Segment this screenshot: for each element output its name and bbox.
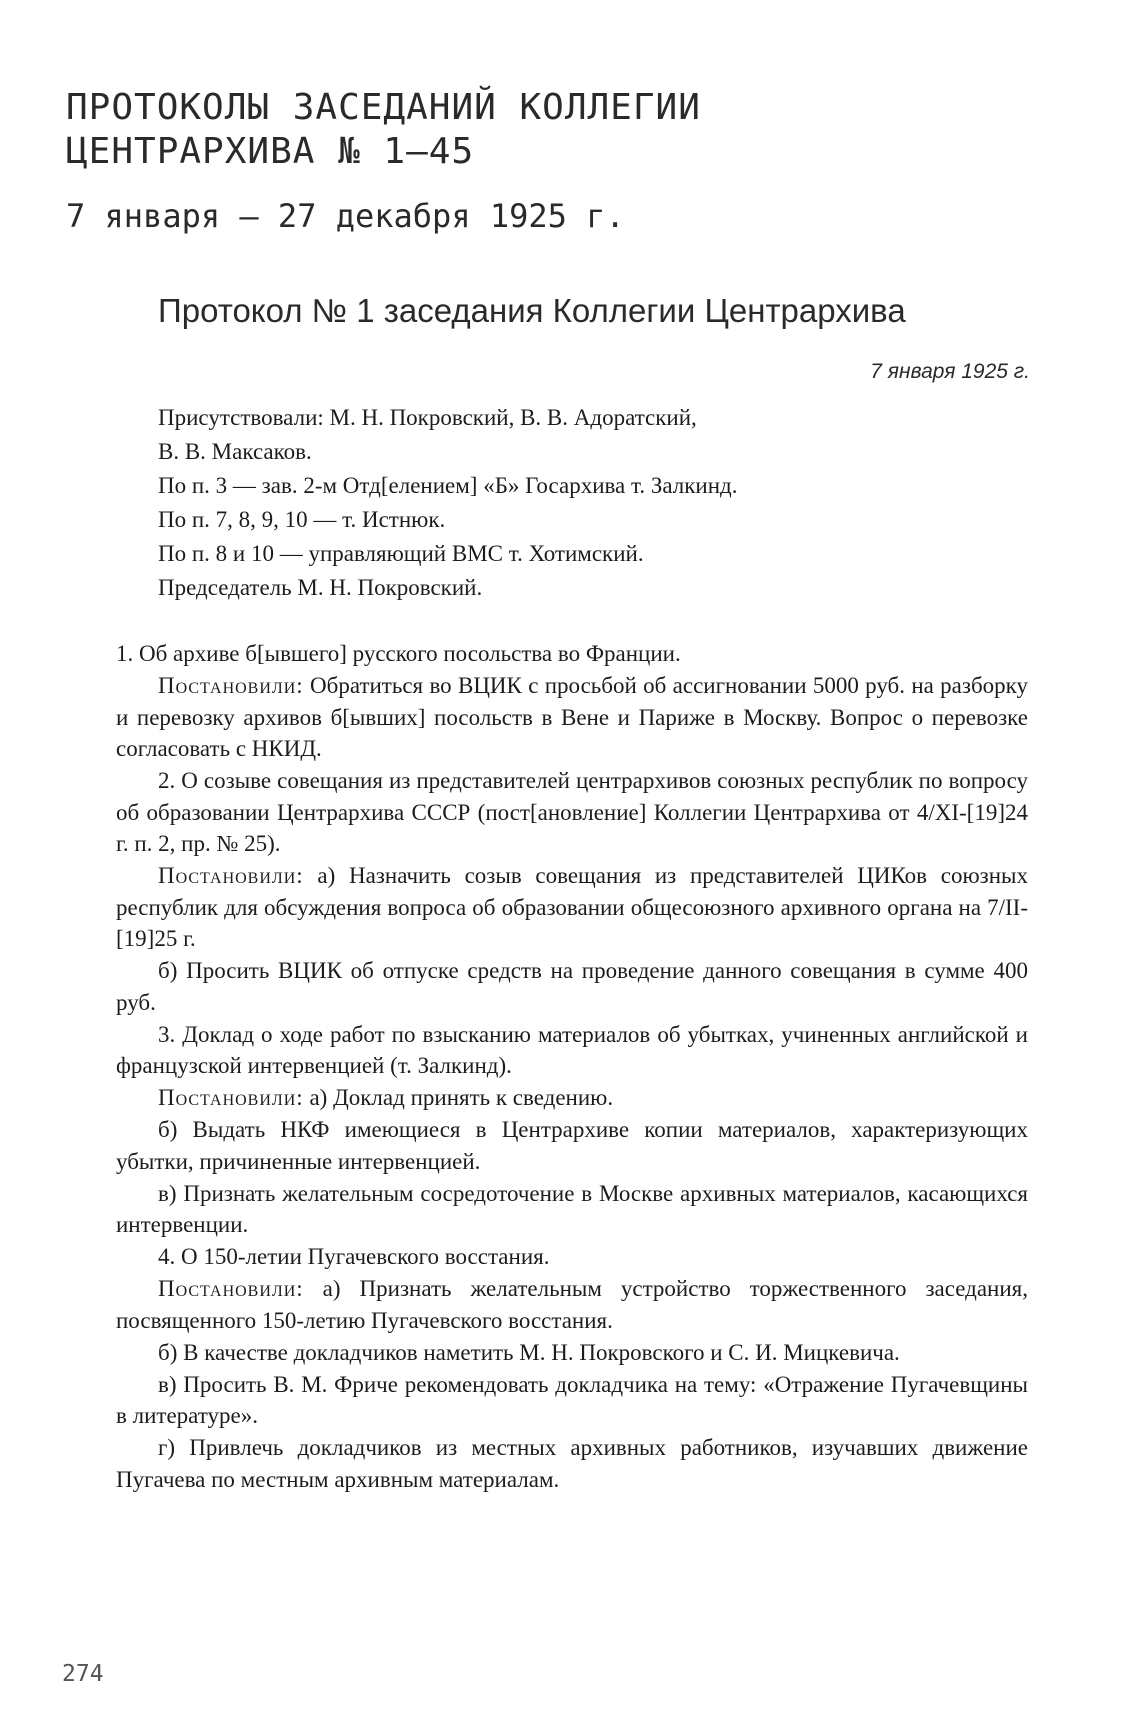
resolution-subitem: г) Привлечь докладчиков из местных архивных работников, изучавших движение Пугачева по местным архивным материалам. [116,1435,1028,1492]
resolved-label: Постановили: [158,1276,304,1301]
attendance-line: Присутствовали: М. Н. Покровский, В. В. Адоратский, [158,405,697,430]
attendance-line: По п. 8 и 10 — управляющий ВМС т. Хотимский. [158,541,644,566]
date-range: 7 января — 27 декабря 1925 г. [66,197,625,235]
attendance-line: Председатель М. Н. Покровский. [158,575,483,600]
resolved-label: Постановили: [158,1085,304,1110]
attendance-line: По п. 3 — зав. 2-м Отд[елением] «Б» Госархива т. Залкинд. [158,473,738,498]
attendance-list [158,401,1038,605]
resolved-label: Постановили: [158,673,304,698]
resolution-subitem: б) В качестве докладчиков наметить М. Н. Покровского и С. И. Мицкевича. [158,1339,900,1365]
resolution-paragraph: Постановили: Обратиться во ВЦИК с просьбой об ассигновании 5000 руб. на разборку и перевозку архивов б[ывших] посольств в Вене и Париже в Москву. Вопрос о перевозке согласовать с НКИД. [116,673,1028,761]
resolution-subitem: б) Выдать НКФ имеющиеся в Центрархиве копии материалов, характеризующих убытки, причиненные интервенцией. [116,1117,1028,1174]
protocol-heading: Протокол № 1 заседания Коллегии Центрархива [158,292,906,329]
protocol-body [116,638,1028,1496]
protocol-date: 7 января 1925 г. [870,360,1030,383]
resolution-subitem: б) Просить ВЦИК об отпуске средств на проведение данного совещания в сумме 400 руб. [116,958,1028,1015]
agenda-item-4: 4. О 150-летии Пугачевского восстания. [158,1244,550,1269]
page-number: 274 [62,1661,104,1687]
agenda-item-3: 3. Доклад о ходе работ по взысканию материалов об убытках, учиненных английской и французской интервенцией (т. Залкинд). [116,1021,1028,1078]
agenda-item-1: 1. Об архиве б[ывшего] русского посольства во Франции. [116,641,681,666]
attendance-line: В. В. Максаков. [158,439,312,464]
resolution-subitem: в) Признать желательным сосредоточение в Москве архивных материалов, касающихся интервенции. [116,1180,1028,1237]
attendance-line: По п. 7, 8, 9, 10 — т. Истнюк. [158,507,446,532]
resolution-paragraph: Постановили: а) Признать желательным устройство торжественного заседания, посвященного 150-летию Пугачевского восстания. [116,1276,1028,1333]
page-title-line-2: ЦЕНТРАРХИВА № 1–45 [66,131,475,172]
agenda-item-2: 2. О созыве совещания из представителей центрархивов союзных республик по вопросу об образовании Центрархива СССР (пост[ановление] Коллегии Центрархива от 4/XI-[19]24 г. п. 2, пр. № 25). [116,768,1028,856]
resolution-paragraph: Постановили: а) Назначить созыв совещания из представителей ЦИКов союзных республик для обсуждения вопроса об образовании общесоюзного архивного органа на 7/II-[19]25 г. [116,863,1028,951]
resolution-paragraph: Постановили: а) Доклад принять к сведению. [158,1085,614,1110]
resolution-subitem: в) Просить В. М. Фриче рекомендовать докладчика на тему: «Отражение Пугачевщины в литературе». [116,1371,1028,1428]
page-title [66,86,701,174]
resolved-label: Постановили: [158,863,304,888]
page-title-line-1: ПРОТОКОЛЫ ЗАСЕДАНИЙ КОЛЛЕГИИ [66,87,701,128]
